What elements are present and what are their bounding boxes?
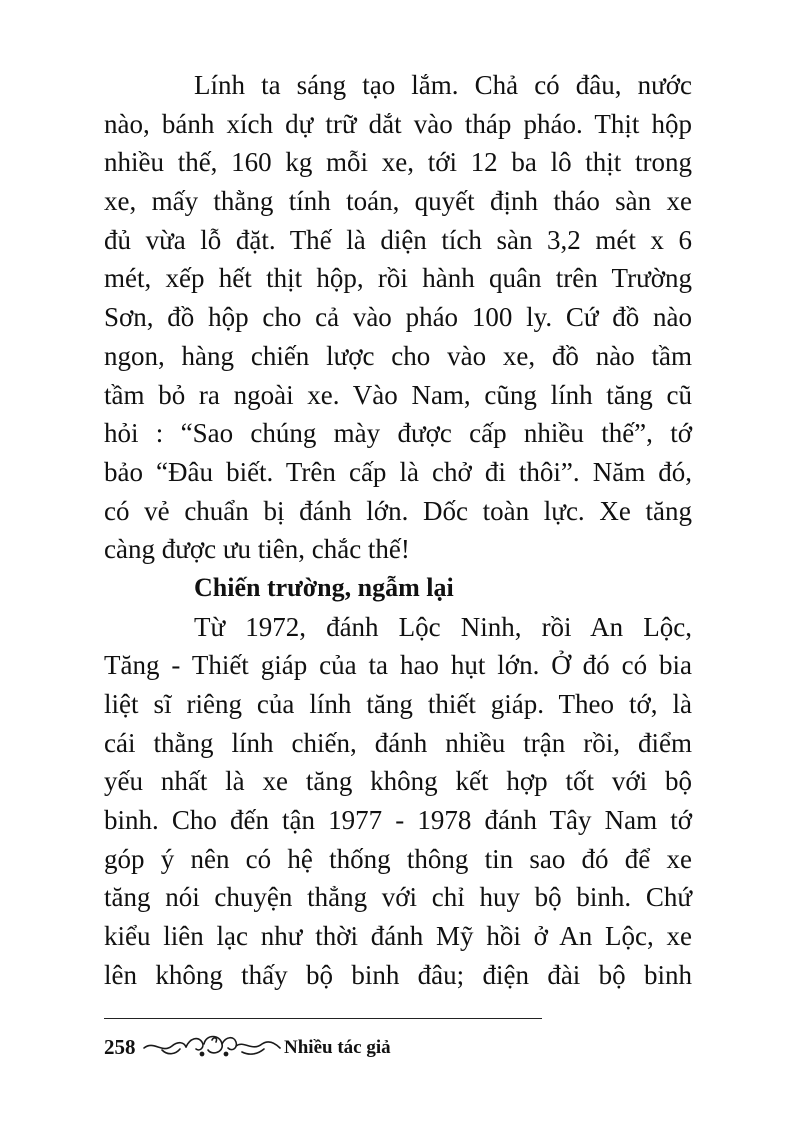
text-line: yếu nhất là xe tăng không kết hợp tốt với bộ [104,766,692,797]
footer-row [104,1030,542,1070]
footer-rule [104,1018,542,1019]
text-line: tăng nói chuyện thẳng với chỉ huy bộ binh. Chứ [104,882,692,913]
text-line: binh. Cho đến tận 1977 - 1978 đánh Tây Nam tớ [104,805,692,836]
text-line: góp ý nên có hệ thống thông tin sao đó để xe [104,843,692,874]
text-line: hỏi : “Sao chúng mày được cấp nhiều thế”, tớ [104,418,692,449]
text-line: Tăng - Thiết giáp của ta hao hụt lớn. Ở đó có bia [104,650,692,681]
text-line: nhiều thế, 160 kg mỗi xe, tới 12 ba lô thịt trong [104,147,692,178]
section-heading: Chiến trường, ngẫm lại [194,572,454,602]
text-line: kiểu liên lạc như thời đánh Mỹ hồi ở An Lộc, xe [104,921,692,952]
text-line: liệt sĩ riêng của lính tăng thiết giáp. Theo tớ, là [104,689,692,719]
text-line: mét, xếp hết thịt hộp, rồi hành quân trên Trường [104,263,692,294]
text-line: nào, bánh xích dự trữ dắt vào tháp pháo. Thịt hộp [104,108,692,139]
text-line: lên không thấy bộ binh đâu; điện đài bộ binh [104,959,692,990]
text-line: bảo “Đâu biết. Trên cấp là chở đi thôi”. Năm đó, [104,456,692,487]
book-author: Nhiều tác giả [284,1037,391,1058]
text-line: Sơn, đồ hộp cho cả vào pháo 100 ly. Cứ đồ nào [104,302,692,333]
text-line: càng được ưu tiên, chắc thế! [104,534,410,565]
text-line: Lính ta sáng tạo lắm. Chả có đâu, nước [194,70,692,100]
page-number: 258 [104,1035,136,1059]
flourish-ornament-icon [142,1030,282,1060]
body-text [104,66,692,995]
text-line: cái thằng lính chiến, đánh nhiều trận rồi, điểm [104,727,692,758]
text-line: xe, mấy thằng tính toán, quyết định tháo sàn xe [104,186,692,217]
text-line: đủ vừa lỗ đặt. Thế là diện tích sàn 3,2 mét x 6 [104,224,692,255]
text-line: tầm bỏ ra ngoài xe. Vào Nam, cũng lính tăng cũ [104,379,692,410]
text-line: ngon, hàng chiến lược cho vào xe, đồ nào tầm [104,340,692,371]
text-line: có vẻ chuẩn bị đánh lớn. Dốc toàn lực. Xe tăng [104,495,692,526]
text-line: Từ 1972, đánh Lộc Ninh, rồi An Lộc, [194,611,692,642]
